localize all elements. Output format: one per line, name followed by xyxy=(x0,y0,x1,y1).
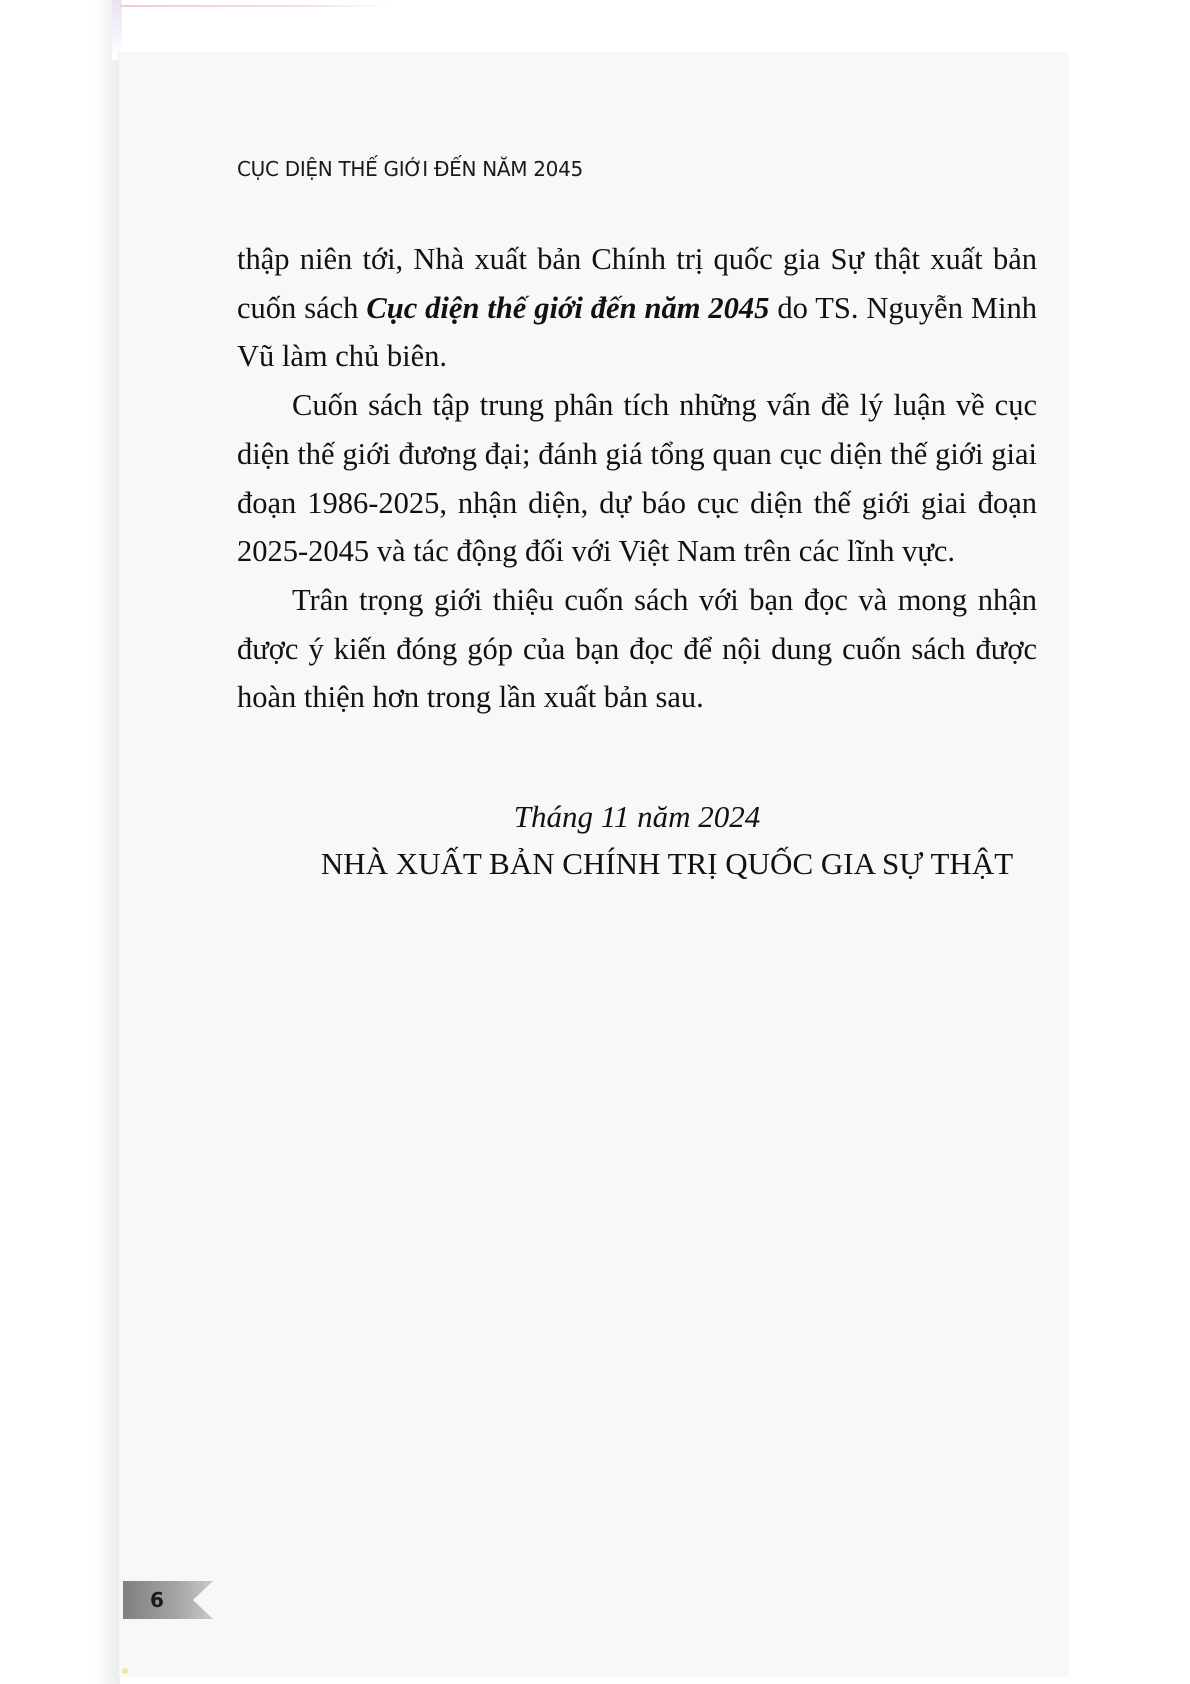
scan-speck xyxy=(122,1668,128,1674)
paragraph-1-start: thập niên tới, Nhà xuất bản Chính trị quốc gia Sự thật xuất bản cuốn sách xyxy=(237,242,1037,325)
scan-edge-shadow xyxy=(0,0,120,1684)
book-title-emphasis: Cục diện thế giới đến năm 2045 xyxy=(366,290,770,325)
paragraph-1-end: do TS. Nguyễn Minh Vũ làm chủ biên. xyxy=(237,290,1038,374)
running-header: CỤC DIỆN THẾ GIỚI ĐẾN NĂM 2045 xyxy=(237,157,583,181)
page-number-tab xyxy=(123,1581,213,1619)
page-number: 6 xyxy=(150,1588,164,1612)
signoff-publisher: NHÀ XUẤT BẢN CHÍNH TRỊ QUỐC GIA SỰ THẬT xyxy=(320,846,1014,881)
paragraph-2: Cuốn sách tập trung phân tích những vấn đề lý luận về cục diện thế giới đương đại; đánh giá tổng quan cục diện thế giới giai đoạn 1986-2025, nhận diện, dự báo cục diện thế giới giai đoạn 2025-2045 và tác động đối với Việt Nam trên các lĩnh vực. xyxy=(237,388,1037,569)
signoff-date: Tháng 11 năm 2024 xyxy=(513,799,761,834)
scan-edge-tint xyxy=(112,0,122,60)
paragraph-1 xyxy=(237,235,1037,381)
scan-color-artifact xyxy=(120,5,390,7)
body-text xyxy=(237,235,1037,722)
paragraph-3: Trân trọng giới thiệu cuốn sách với bạn đọc và mong nhận được ý kiến đóng góp của bạn đọc để nội dung cuốn sách được hoàn thiện hơn trong lần xuất bản sau. xyxy=(237,582,1037,715)
